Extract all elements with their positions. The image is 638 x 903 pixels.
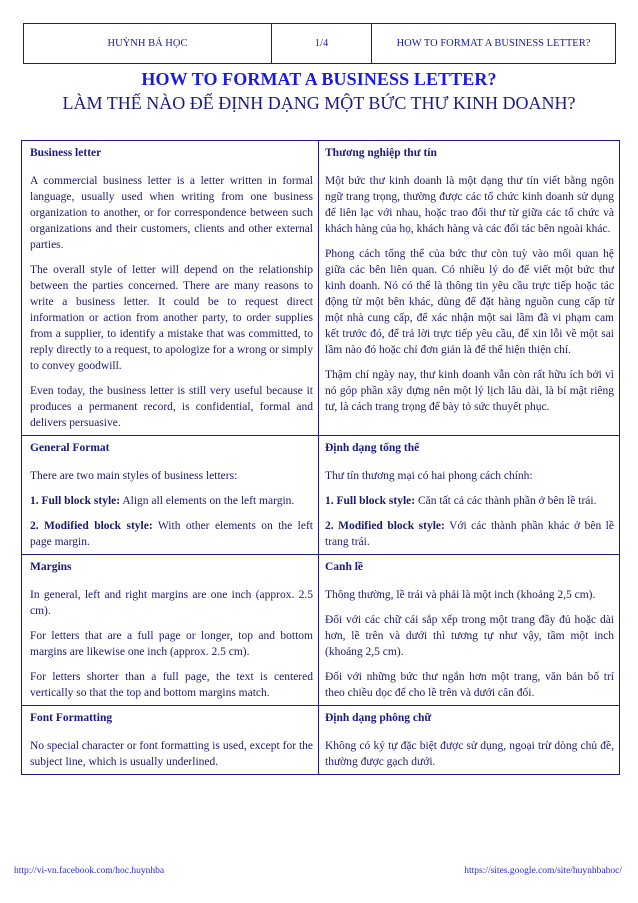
paragraph: Không có ký tự đặc biệt được sử dụng, ngoại trừ dòng chủ đề, thường được gạch dưới. (325, 740, 614, 768)
paragraph-text: There are two main styles of business letters: (30, 470, 238, 482)
section-heading: Định dạng phông chữ (325, 712, 432, 724)
paragraph: Một bức thư kinh doanh là một dạng thư tín viết bằng ngôn ngữ trang trọng, thường được các tổ chức kinh doanh sử dụng để liên lạc với nhau, hoặc trao đổi thư từ giữa các tổ chức và khách hàng của họ, khách hàng và các đối tác bên ngoài khác. (325, 175, 614, 235)
style-name: 2. Modified block style: (30, 520, 153, 532)
paragraph: Đối với các chữ cái sắp xếp trong một trang đầy đủ hoặc dài hơn, lề trên và dưới thì tương tự như vậy, tầm một inch (khoảng 2,5 cm). (325, 614, 614, 658)
section-heading: Font Formatting (30, 712, 113, 724)
paragraph: The overall style of letter will depend on the relationship between the parties concerned. There are many reasons to write a business letter. It could be to request direct information or action from another party, to order supplies from a supplier, to identify a mistake that was committed, to reply directly to a request, to apologize for a wrong or simply to convey goodwill. (30, 264, 313, 372)
footer-site-link[interactable]: https://sites.google.com/site/huynhbahoc/ (464, 866, 622, 876)
table-row (22, 141, 620, 436)
style-name: 1. Full block style: (30, 495, 121, 507)
paragraph (325, 518, 614, 550)
title-vietnamese: LÀM THẾ NÀO ĐỂ ĐỊNH DẠNG MỘT BỨC THƯ KINH DOANH? (62, 93, 576, 113)
paragraph-text: Căn tất cả các thành phần ở bên lề trái. (415, 495, 597, 507)
header-doc-title: HOW TO FORMAT A BUSINESS LETTER? (396, 38, 591, 49)
section-heading: Business letter (30, 147, 102, 159)
english-cell (22, 555, 319, 706)
paragraph: Thông thường, lề trái và phải là một inch (khoảng 2,5 cm). (325, 589, 596, 601)
paragraph-text: Align all elements on the left margin. (120, 495, 295, 507)
paragraph: For letters shorter than a full page, the text is centered vertically so that the top and bottom margins match. (30, 671, 313, 699)
paragraph: In general, left and right margins are one inch (approx. 2.5 cm). (30, 589, 313, 617)
section-heading: Định dạng tổng thể (325, 442, 420, 454)
header-page-number: 1/4 (272, 24, 372, 63)
bilingual-table (21, 140, 620, 775)
paragraph: Đối với những bức thư ngắn hơn một trang, văn bản bố trí theo chiều dọc để cho lề trên và dưới cân đối. (325, 671, 614, 699)
style-name: 1. Full block style: (325, 495, 416, 507)
paragraph (325, 493, 614, 509)
vietnamese-cell (319, 141, 620, 436)
title-english: HOW TO FORMAT A BUSINESS LETTER? (141, 69, 497, 89)
paragraph (325, 468, 614, 484)
header-author: HUỲNH BÁ HỌC (24, 24, 272, 63)
section-heading: Margins (30, 561, 72, 573)
paragraph: No special character or font formatting is used, except for the subject line, which is usually underlined. (30, 740, 313, 768)
section-heading: Thương nghiệp thư tín (325, 147, 437, 159)
paragraph-text: Thư tín thương mại có hai phong cách chính: (325, 470, 533, 482)
paragraph: Even today, the business letter is still very useful because it produces a permanent record, is confidential, formal and delivers persuasive. (30, 385, 313, 429)
paragraph: Phong cách tổng thể của bức thư còn tuỳ vào mối quan hệ giữa các bên liên quan. Có nhiều lý do để viết một bức thư kinh doanh. Nó có thể là thông tin yêu cầu trực tiếp hoặc tác động từ một bên khác, dùng để đặt hàng nguồn cung cấp từ một nhà cung cấp, để xác nhận một sai lầm đã vi phạm cam kết trước đó, để trả lời trực tiếp yêu cầu, để xin lỗi về một sai lầm nào đó hoặc chỉ đơn giản là để thể hiện thiện chí. (325, 248, 614, 356)
page-header (23, 23, 616, 64)
section-heading: General Format (30, 442, 110, 454)
paragraph (30, 468, 313, 484)
paragraph (30, 493, 313, 509)
section-heading: Canh lề (325, 561, 364, 573)
table-row (22, 436, 620, 555)
paragraph: A commercial business letter is a letter written in formal language, usually used when writing from one business organization to another, or for correspondence between such organizations and their customers, clients and other external parties. (30, 175, 313, 251)
paragraph (30, 518, 313, 550)
paragraph-text: Với các thành phần khác ở bên lề trang trái. (325, 520, 614, 548)
paragraph: For letters that are a full page or longer, top and bottom margins are likewise one inch (approx. 2.5 cm). (30, 630, 313, 658)
table-row (22, 706, 620, 775)
paragraph: Thậm chí ngày nay, thư kinh doanh vẫn còn rất hữu ích bởi vì nó góp phần xây dựng nên một lý lịch lâu dài, là bí mật riêng tư, là cách trang trọng để bày tỏ sức thuyết phục. (325, 369, 614, 413)
vietnamese-cell (319, 555, 620, 706)
vietnamese-cell (319, 706, 620, 775)
english-cell (22, 706, 319, 775)
style-name: 2. Modified block style: (325, 520, 445, 532)
table-row (22, 555, 620, 706)
vietnamese-cell (319, 436, 620, 555)
english-cell (22, 141, 319, 436)
footer-facebook-link[interactable]: http://vi-vn.facebook.com/hoc.huynhba (14, 866, 165, 876)
english-cell (22, 436, 319, 555)
paragraph-text: With other elements on the left page margin. (30, 520, 314, 548)
